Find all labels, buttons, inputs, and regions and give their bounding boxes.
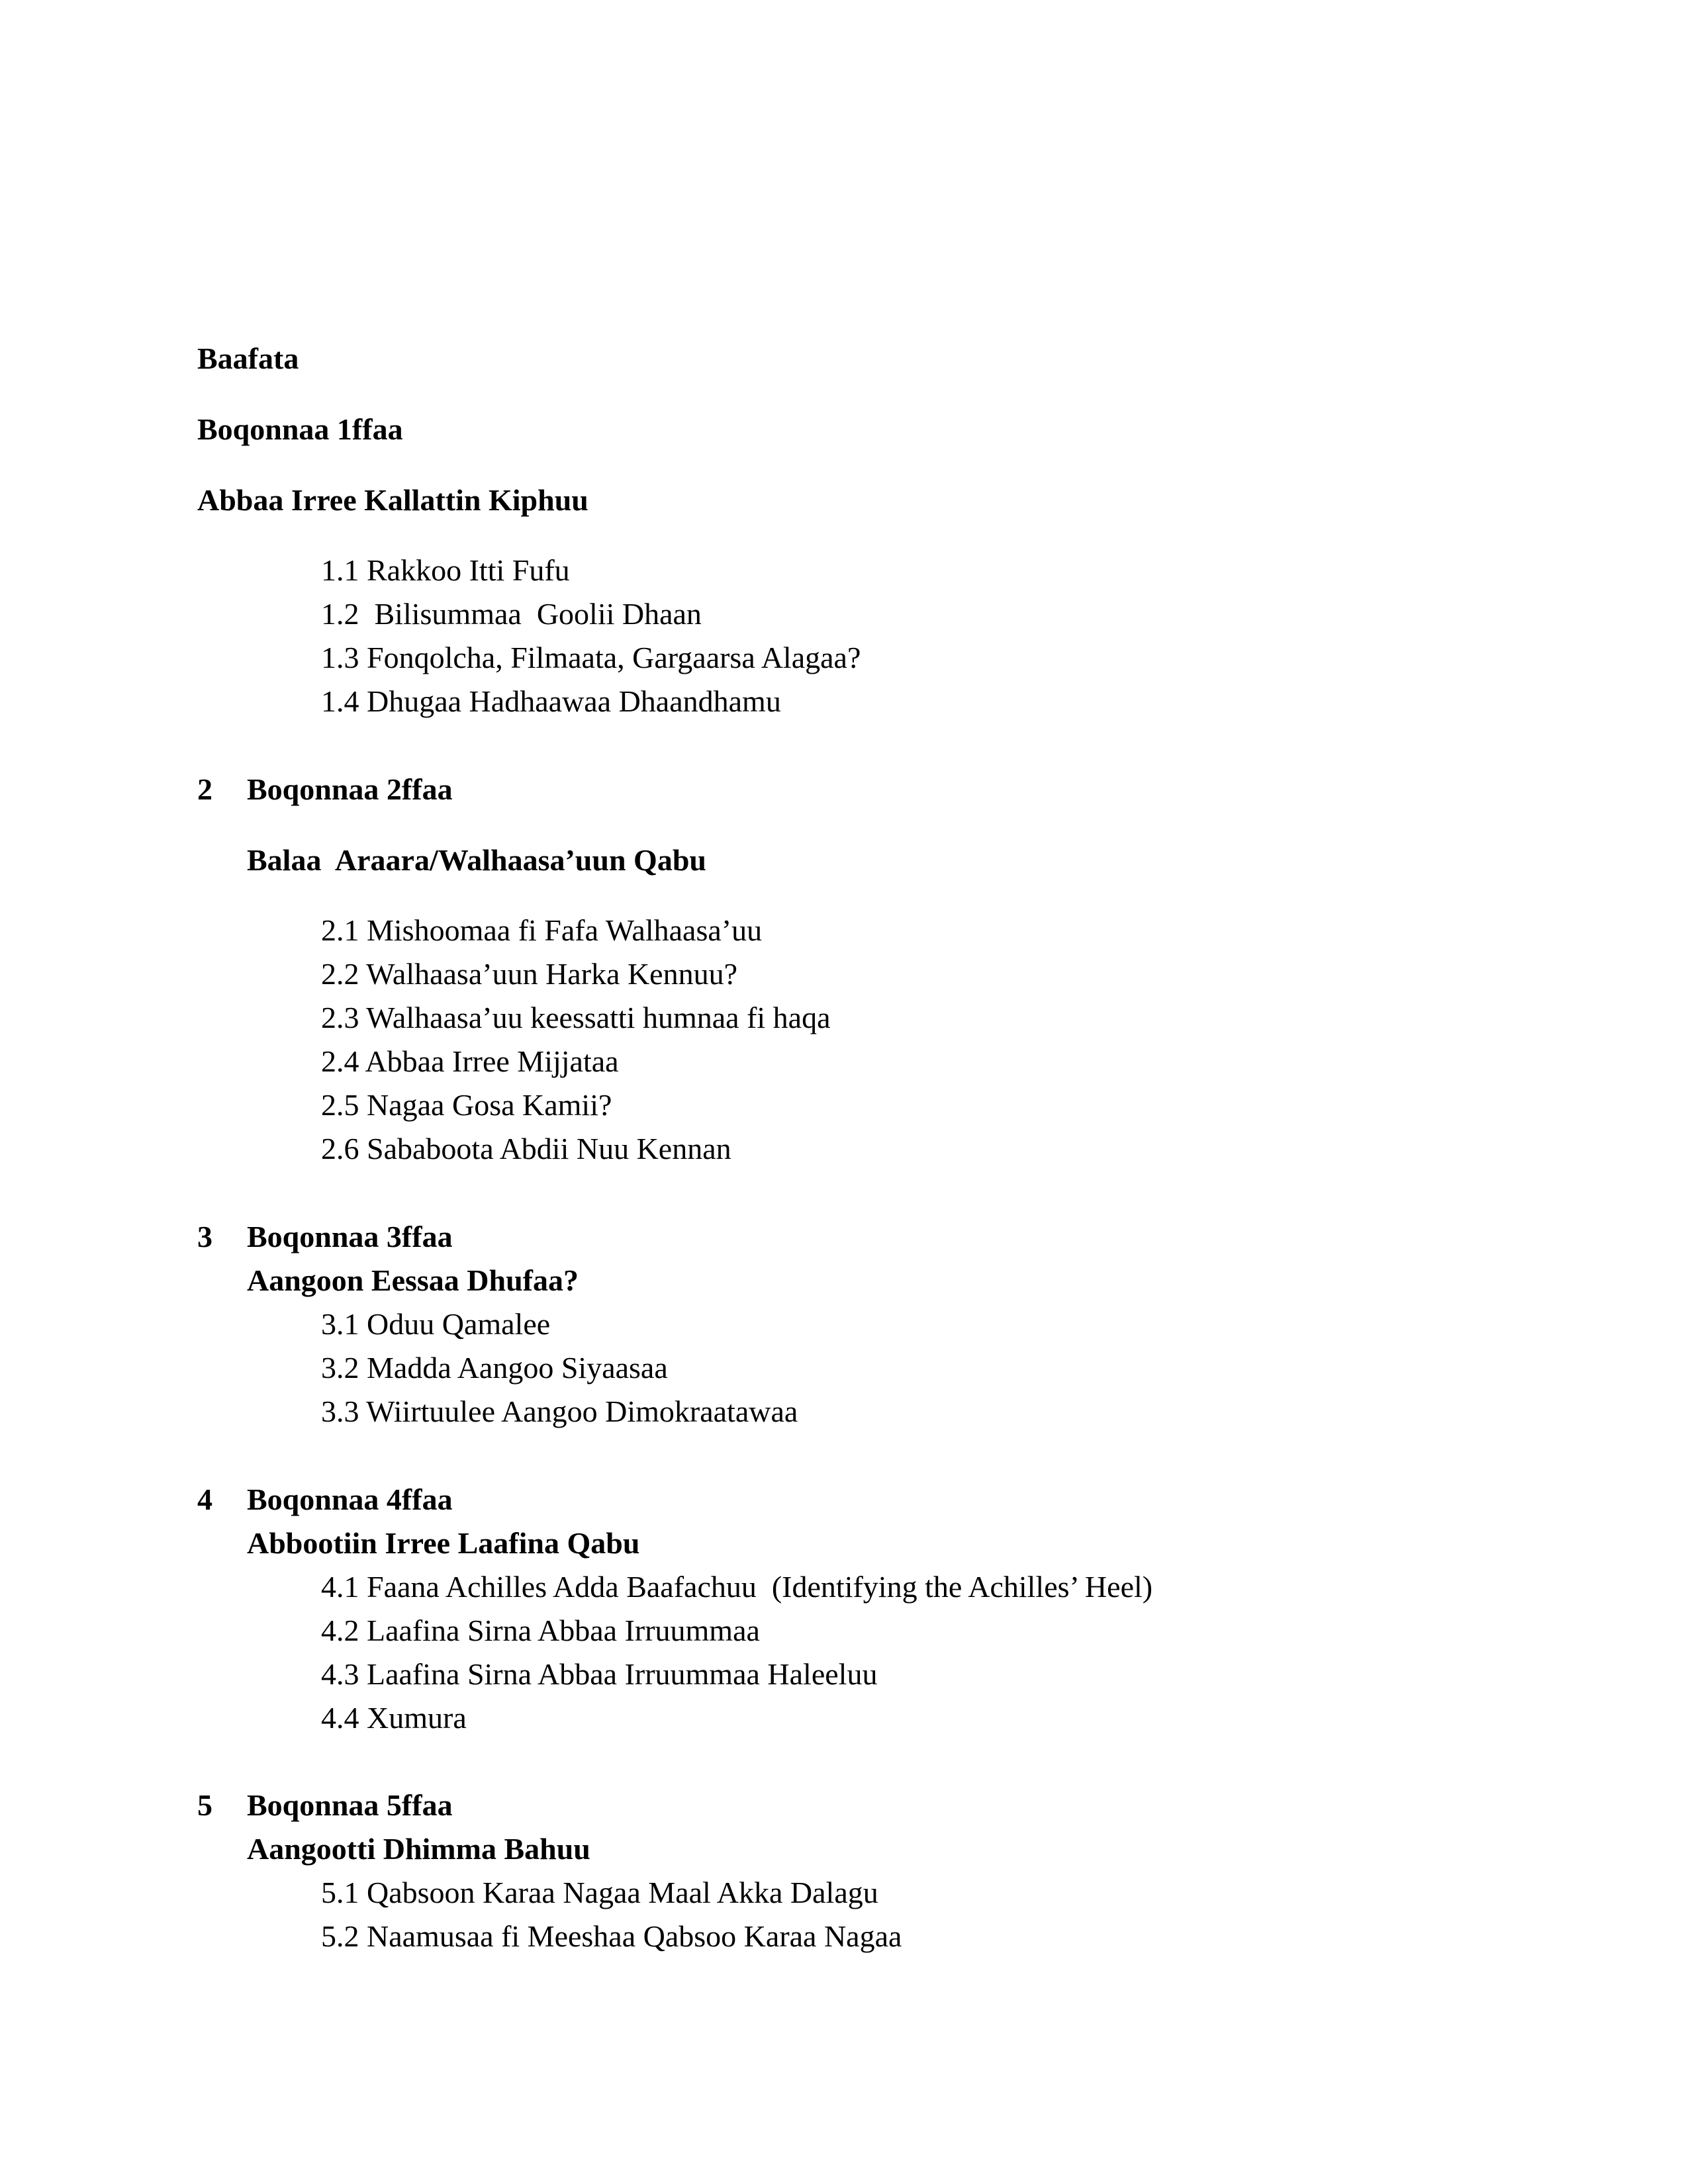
chapter-5-number: 5 [197,1788,212,1822]
chapter-4-number: 4 [197,1482,212,1516]
chapter-5-subtitle: Aangootti Dhimma Bahuu [247,1832,590,1866]
chapter-2-number: 2 [197,772,212,806]
toc-item-2-6: 2.6 Sababoota Abdii Nuu Kennan [321,1132,731,1165]
toc-item-2-4: 2.4 Abbaa Irree Mijjataa [321,1044,619,1078]
chapter-3-subtitle: Aangoon Eessaa Dhufaa? [247,1263,579,1297]
toc-item-3-1: 3.1 Oduu Qamalee [321,1307,551,1341]
toc-item-2-2: 2.2 Walhaasa’uun Harka Kennuu? [321,957,737,991]
toc-item-4-4: 4.4 Xumura [321,1701,467,1735]
toc-item-2-5: 2.5 Nagaa Gosa Kamii? [321,1088,612,1122]
toc-item-5-2: 5.2 Naamusaa fi Meeshaa Qabsoo Karaa Nagaa [321,1919,902,1953]
toc-item-4-3: 4.3 Laafina Sirna Abbaa Irruummaa Haleeluu [321,1657,878,1691]
toc-item-3-2: 3.2 Madda Aangoo Siyaasaa [321,1351,668,1385]
toc-item-2-3: 2.3 Walhaasa’uu keessatti humnaa fi haqa [321,1001,831,1034]
toc-item-4-1: 4.1 Faana Achilles Adda Baafachuu (Identifying the Achilles’ Heel) [321,1570,1153,1604]
chapter-2-heading: Boqonnaa 2ffaa [247,772,453,806]
toc-item-1-2: 1.2 Bilisummaa Goolii Dhaan [321,597,702,631]
chapter-4-heading: Boqonnaa 4ffaa [247,1482,453,1516]
toc-item-2-1: 2.1 Mishoomaa fi Fafa Walhaasa’uu [321,913,763,947]
chapter-3-number: 3 [197,1220,212,1253]
toc-item-3-3: 3.3 Wiirtuulee Aangoo Dimokraatawaa [321,1394,798,1428]
toc-title: Baafata [197,341,299,375]
chapter-2-subtitle: Balaa Araara/Walhaasa’uun Qabu [247,843,706,877]
toc-item-1-1: 1.1 Rakkoo Itti Fufu [321,553,570,587]
toc-item-5-1: 5.1 Qabsoon Karaa Nagaa Maal Akka Dalagu [321,1876,878,1909]
chapter-1-heading: Boqonnaa 1ffaa [197,412,403,446]
chapter-1-subtitle: Abbaa Irree Kallattin Kiphuu [197,483,588,517]
toc-item-1-3: 1.3 Fonqolcha, Filmaata, Gargaarsa Alagaa? [321,641,861,674]
toc-item-4-2: 4.2 Laafina Sirna Abbaa Irruummaa [321,1614,760,1647]
chapter-4-subtitle: Abbootiin Irree Laafina Qabu [247,1526,640,1560]
chapter-3-heading: Boqonnaa 3ffaa [247,1220,453,1253]
chapter-5-heading: Boqonnaa 5ffaa [247,1788,453,1822]
toc-item-1-4: 1.4 Dhugaa Hadhaawaa Dhaandhamu [321,684,781,718]
